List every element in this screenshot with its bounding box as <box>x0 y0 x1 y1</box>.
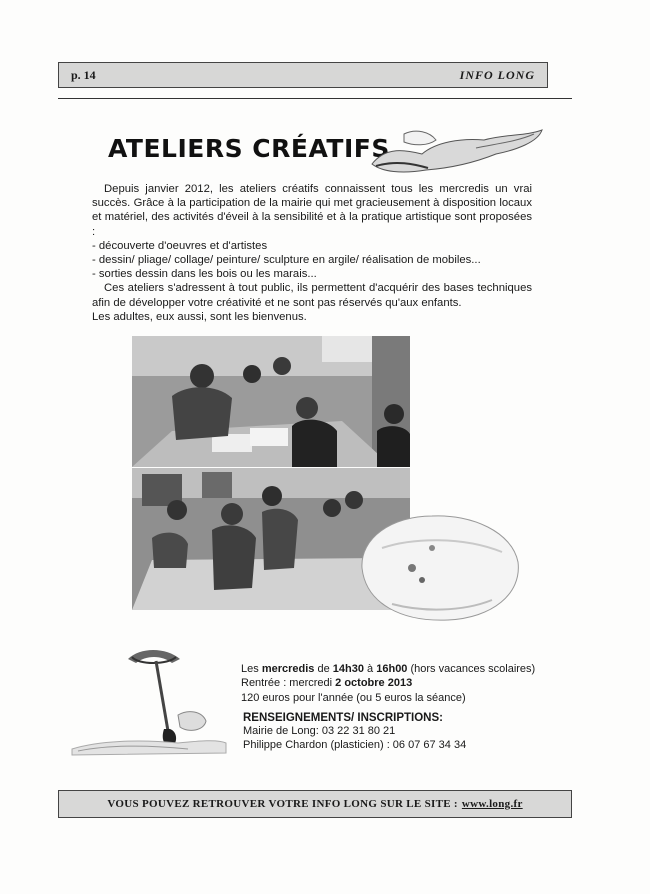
audience-paragraph: Ces ateliers s'adressent à tout public, ils permettent d'acquérir des bases techniques afin de développer votre créativité et ne sont pas réservés qu'aux enfants. <box>92 282 532 309</box>
schedule-time-end: 16h00 <box>376 663 408 675</box>
contact-line: Mairie de Long: 03 22 31 80 21 <box>243 725 396 738</box>
page-footer <box>58 790 572 818</box>
footer-text: VOUS POUVEZ RETROUVER VOTRE INFO LONG SUR LE SITE : <box>107 798 458 810</box>
adults-paragraph: Les adultes, eux aussi, sont les bienvenus. <box>92 310 307 323</box>
schedule-day: mercredis <box>261 663 315 675</box>
price-line: 120 euros pour l'année (ou 5 euros la séance) <box>241 691 466 704</box>
page-number: p. 14 <box>71 67 96 82</box>
article-title: ATELIERS CRÉATIFS <box>108 134 390 163</box>
page-header <box>58 62 548 88</box>
list-item: - sorties dessin dans les bois ou les marais... <box>92 268 317 281</box>
header-rule <box>58 98 572 99</box>
schedule-time-start: 14h30 <box>332 663 364 675</box>
list-item: - dessin/ pliage/ collage/ peinture/ sculpture en argile/ réalisation de mobiles... <box>92 254 481 267</box>
sculpture-illustration <box>366 124 546 176</box>
schedule-block <box>241 662 561 705</box>
rentree-date: 2 octobre 2013 <box>335 677 413 690</box>
schedule-note: (hors vacances scolaires) <box>410 663 536 675</box>
workshop-photo <box>132 336 410 467</box>
intro-paragraph: Depuis janvier 2012, les ateliers créatifs connaissent tous les mercredis un vrai succès. Grâce à la participation de la mairie qui met gracieusement à disposition locaux et matériel, des activités d'éveil à la sensibilité et à la pratique artistique sont proposées : <box>92 183 532 238</box>
sculpture-illustration <box>68 645 228 757</box>
schedule-line: Les mercredis de 14h30 à 16h00 (hors vacances scolaires) <box>241 663 536 675</box>
contact-block <box>243 712 563 752</box>
contact-heading: RENSEIGNEMENTS/ INSCRIPTIONS: <box>243 712 443 724</box>
website-link[interactable]: www.long.fr <box>461 798 523 810</box>
list-item: - découverte d'oeuvres et d'artistes <box>92 239 268 252</box>
publication-title: INFO LONG <box>459 67 535 82</box>
contact-line: Philippe Chardon (plasticien) : 06 07 67 34 34 <box>243 738 467 751</box>
article-body <box>92 182 532 324</box>
rentree-line: Rentrée : mercredi 2 octobre 2013 <box>241 677 413 690</box>
sculpture-illustration <box>352 508 522 626</box>
